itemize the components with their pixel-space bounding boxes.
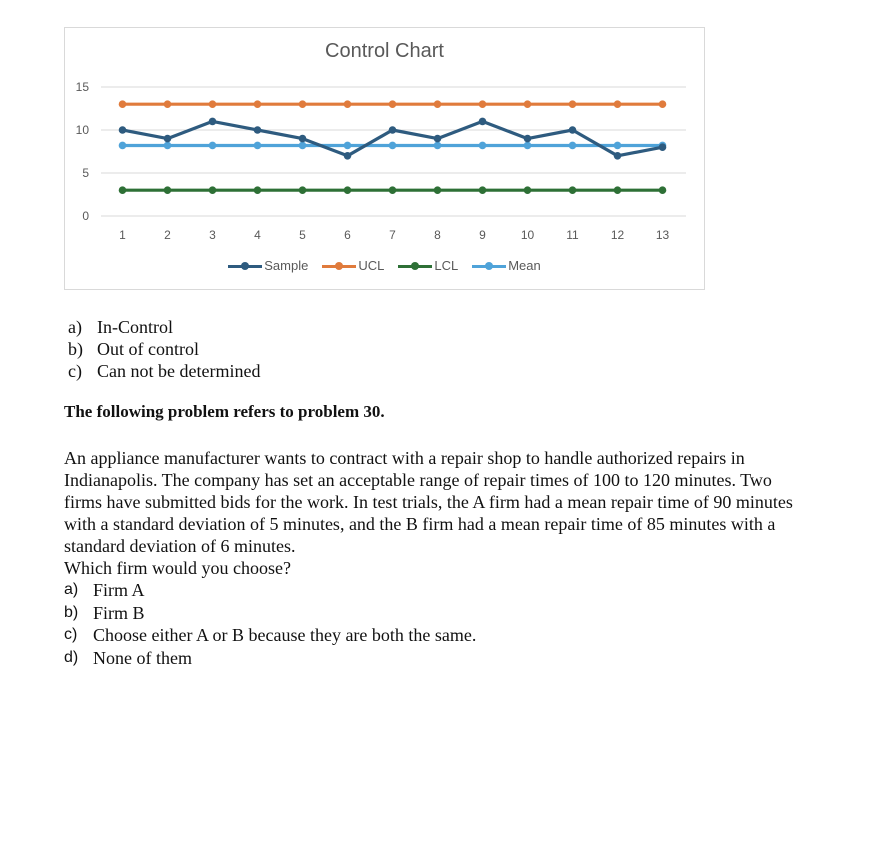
data-point-ucl [164,100,172,108]
option-b [68,338,260,360]
data-point-ucl [569,100,577,108]
control-chart-options [68,316,260,382]
data-point-sample [389,126,397,134]
y-tick-label: 15 [75,80,89,94]
x-tick-label: 3 [209,228,216,242]
data-point-ucl [119,100,127,108]
data-point-sample [434,135,442,143]
data-point-sample [569,126,577,134]
legend-item-lcl [398,258,458,273]
data-point-mean [614,142,622,150]
chart-legend [65,258,704,273]
legend-label-ucl: UCL [358,258,385,273]
problem-heading: The following problem refers to problem 30. [64,402,385,421]
data-point-lcl [614,186,622,194]
legend-item-sample [228,258,308,273]
chart-title: Control Chart [325,40,444,62]
option-text: In-Control [97,317,173,337]
data-point-lcl [299,186,307,194]
option-text: Can not be determined [97,361,261,381]
data-point-mean [299,142,307,150]
data-point-ucl [659,100,667,108]
data-point-ucl [344,100,352,108]
data-point-mean [344,142,352,150]
problem-paragraph: An appliance manufacturer wants to contract with a repair shop to handle authorized repairs in Indianapolis. The company has set an acceptable range of repair times of 100 to 120 minutes. Two firms have submitted bids for the work. In test trials, the A firm had a mean repair time of 90 minutes with a standard deviation of 5 minutes, and the B firm had a mean repair time of 85 minutes with a standard deviation of 6 minutes. [64,448,793,556]
choice-text: None of them [93,647,192,668]
data-point-mean [569,142,577,150]
data-point-sample [299,135,307,143]
choice-b [64,602,476,625]
choice-letter: b) [64,603,79,621]
problem-question: Which firm would you choose? [64,558,291,578]
data-point-mean [434,142,442,150]
option-letter: b) [68,339,83,359]
firm-choices [64,579,476,669]
legend-label-mean: Mean [508,258,541,273]
data-point-lcl [569,186,577,194]
x-tick-label: 4 [254,228,261,242]
y-tick-label: 10 [75,123,89,137]
data-point-sample [614,152,622,160]
data-point-mean [254,142,262,150]
option-a [68,316,260,338]
data-point-lcl [434,186,442,194]
choice-letter: c) [64,626,78,643]
x-tick-label: 1 [119,228,126,242]
choice-c [64,624,476,647]
choice-d [64,647,476,670]
data-point-ucl [524,100,532,108]
choice-text: Firm A [93,580,145,600]
control-chart [64,27,705,290]
choice-letter: a) [64,581,79,598]
y-tick-label: 0 [82,209,89,223]
data-point-ucl [479,100,487,108]
data-point-sample [524,135,532,143]
data-point-mean [164,142,172,150]
data-point-lcl [254,186,262,194]
data-point-mean [119,142,127,150]
option-letter: a) [68,317,82,337]
data-point-mean [479,142,487,150]
option-letter: c) [68,361,82,381]
data-point-sample [209,118,217,126]
data-point-lcl [119,186,127,194]
legend-item-mean [472,258,541,273]
data-point-lcl [479,186,487,194]
data-point-ucl [614,100,622,108]
choice-letter: d) [64,648,79,666]
legend-label-lcl: LCL [434,258,459,273]
data-point-sample [479,118,487,126]
option-c [68,360,260,382]
x-tick-label: 6 [344,228,351,242]
chart-plot [65,28,706,291]
x-tick-label: 13 [655,228,670,242]
data-point-sample [119,126,127,134]
choice-a [64,579,476,602]
data-point-mean [389,142,397,150]
legend-swatch-ucl [322,261,356,271]
data-point-sample [659,143,667,151]
data-point-lcl [389,186,397,194]
data-point-lcl [659,186,667,194]
choice-text: Firm B [93,602,145,623]
data-point-sample [254,126,262,134]
x-tick-label: 5 [299,228,306,242]
legend-label-sample: Sample [264,258,309,273]
x-tick-label: 11 [566,228,579,242]
option-text: Out of control [97,339,199,359]
data-point-sample [344,152,352,160]
legend-item-ucl [322,258,384,273]
y-tick-label: 5 [82,166,89,180]
legend-swatch-mean [472,261,506,271]
legend-swatch-lcl [398,261,432,271]
data-point-sample [164,135,172,143]
x-tick-label: 10 [520,228,535,242]
data-point-lcl [524,186,532,194]
data-point-lcl [164,186,172,194]
x-tick-label: 7 [389,228,396,242]
data-point-mean [209,142,217,150]
x-tick-label: 8 [434,228,441,242]
data-point-ucl [299,100,307,108]
x-tick-label: 2 [164,228,171,242]
data-point-lcl [344,186,352,194]
data-point-lcl [209,186,217,194]
x-tick-label: 9 [479,228,486,242]
data-point-ucl [434,100,442,108]
data-point-ucl [254,100,262,108]
x-tick-label: 12 [610,228,625,242]
data-point-ucl [389,100,397,108]
data-point-mean [524,142,532,150]
choice-text: Choose either A or B because they are both the same. [93,625,477,645]
data-point-ucl [209,100,217,108]
legend-swatch-sample [228,261,262,271]
